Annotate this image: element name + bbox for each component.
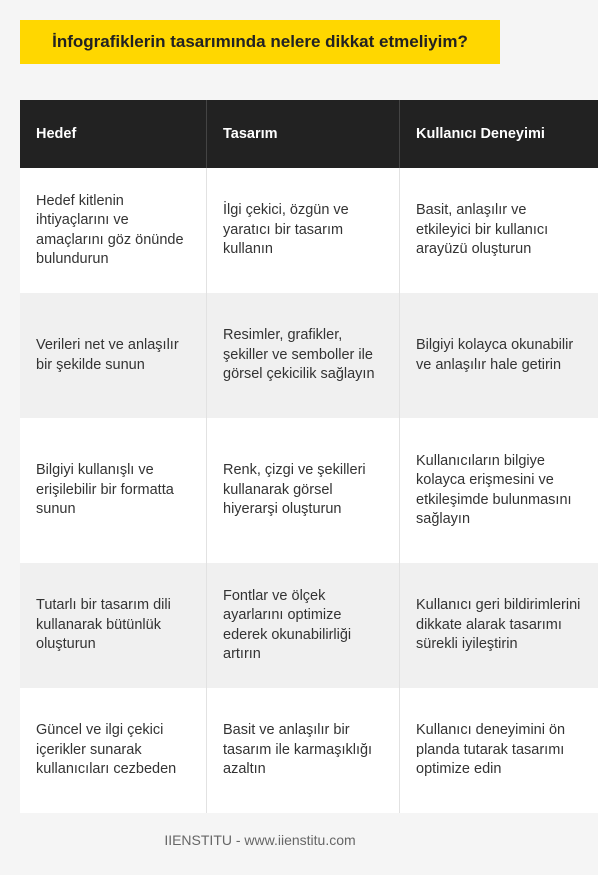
page-title: İnfografiklerin tasarımında nelere dikkat etmeliyim? (52, 32, 468, 51)
header-tasarim: Tasarım (207, 100, 400, 168)
table-cell: Basit ve anlaşılır bir tasarım ile karmaşıklığı azaltın (207, 688, 400, 813)
table-row (20, 418, 598, 563)
table-cell: Kullanıcıların bilgiye kolayca erişmesini ve etkileşimde bulunmasını sağlayın (400, 418, 598, 563)
table-cell: Basit, anlaşılır ve etkileyici bir kullanıcı arayüzü oluşturun (400, 168, 598, 293)
table-row (20, 293, 598, 418)
info-table (20, 100, 598, 813)
table-row (20, 563, 598, 688)
table-cell: Kullanıcı deneyimini ön planda tutarak tasarımı optimize edin (400, 688, 598, 813)
table-cell: Renk, çizgi ve şekilleri kullanarak görsel hiyerarşi oluşturun (207, 418, 400, 563)
table-cell: Hedef kitlenin ihtiyaçlarını ve amaçlarını göz önünde bulundurun (20, 168, 207, 293)
table-row (20, 688, 598, 813)
table-cell: Fontlar ve ölçek ayarlarını optimize ederek okunabilirliği artırın (207, 563, 400, 688)
header-hedef: Hedef (20, 100, 207, 168)
table-cell: Kullanıcı geri bildirimlerini dikkate alarak tasarımı sürekli iyileştirin (400, 563, 598, 688)
table-cell: İlgi çekici, özgün ve yaratıcı bir tasarım kullanın (207, 168, 400, 293)
table-cell: Bilgiyi kolayca okunabilir ve anlaşılır hale getirin (400, 293, 598, 418)
table-cell: Verileri net ve anlaşılır bir şekilde sunun (20, 293, 207, 418)
table-header-row (20, 100, 598, 168)
title-banner (20, 20, 500, 64)
header-kullanici-deneyimi: Kullanıcı Deneyimi (400, 100, 598, 168)
table-cell: Tutarlı bir tasarım dili kullanarak bütünlük oluşturun (20, 563, 207, 688)
table-row (20, 168, 598, 293)
footer-text: IIENSTITU - www.iienstitu.com (164, 832, 356, 848)
table-cell: Bilgiyi kullanışlı ve erişilebilir bir formatta sunun (20, 418, 207, 563)
table-cell: Resimler, grafikler, şekiller ve semboller ile görsel çekicilik sağlayın (207, 293, 400, 418)
table-cell: Güncel ve ilgi çekici içerikler sunarak kullanıcıları cezbeden (20, 688, 207, 813)
